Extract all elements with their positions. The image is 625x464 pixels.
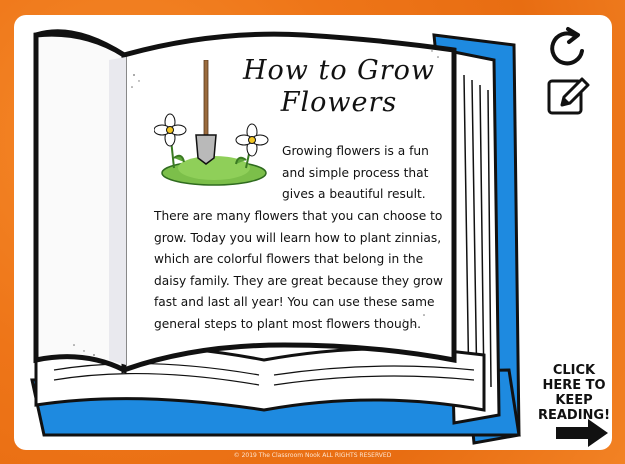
body-line: grow. Today you will learn how to plant zinnias,	[154, 230, 442, 245]
page-title	[229, 55, 449, 119]
intro-line: Growing flowers is a fun	[282, 144, 429, 158]
keep-reading-line: HERE TO	[542, 378, 606, 393]
intro-line: gives a beautiful result.	[282, 187, 426, 201]
intro-paragraph	[282, 141, 457, 206]
refresh-icon[interactable]	[544, 23, 592, 71]
keep-reading-button[interactable]	[534, 363, 612, 423]
body-line: There are many flowers that you can choose to	[154, 209, 443, 223]
keep-reading-line: KEEP	[555, 393, 593, 408]
body-line: general steps to plant most flowers though.	[154, 316, 422, 331]
body-line: fast and last all year! You can use these same	[154, 295, 435, 309]
intro-line: and simple process that	[282, 165, 429, 180]
body-line: which are colorful flowers that belong in the	[154, 252, 424, 266]
keep-reading-line: CLICK	[552, 363, 596, 378]
keep-reading-line: READING!	[537, 408, 611, 423]
pencil-edit-icon[interactable]	[546, 75, 592, 117]
copyright-footer: © 2019 The Classroom Nook ALL RIGHTS RESERVED	[233, 452, 392, 459]
title-line-1: How to Grow	[242, 55, 436, 86]
main-paragraph	[154, 206, 459, 335]
slide-card	[14, 15, 612, 450]
body-line: daisy family. They are great because they grow	[154, 273, 443, 288]
title-line-2: Flowers	[280, 87, 398, 118]
arrow-right-icon[interactable]	[554, 417, 610, 449]
